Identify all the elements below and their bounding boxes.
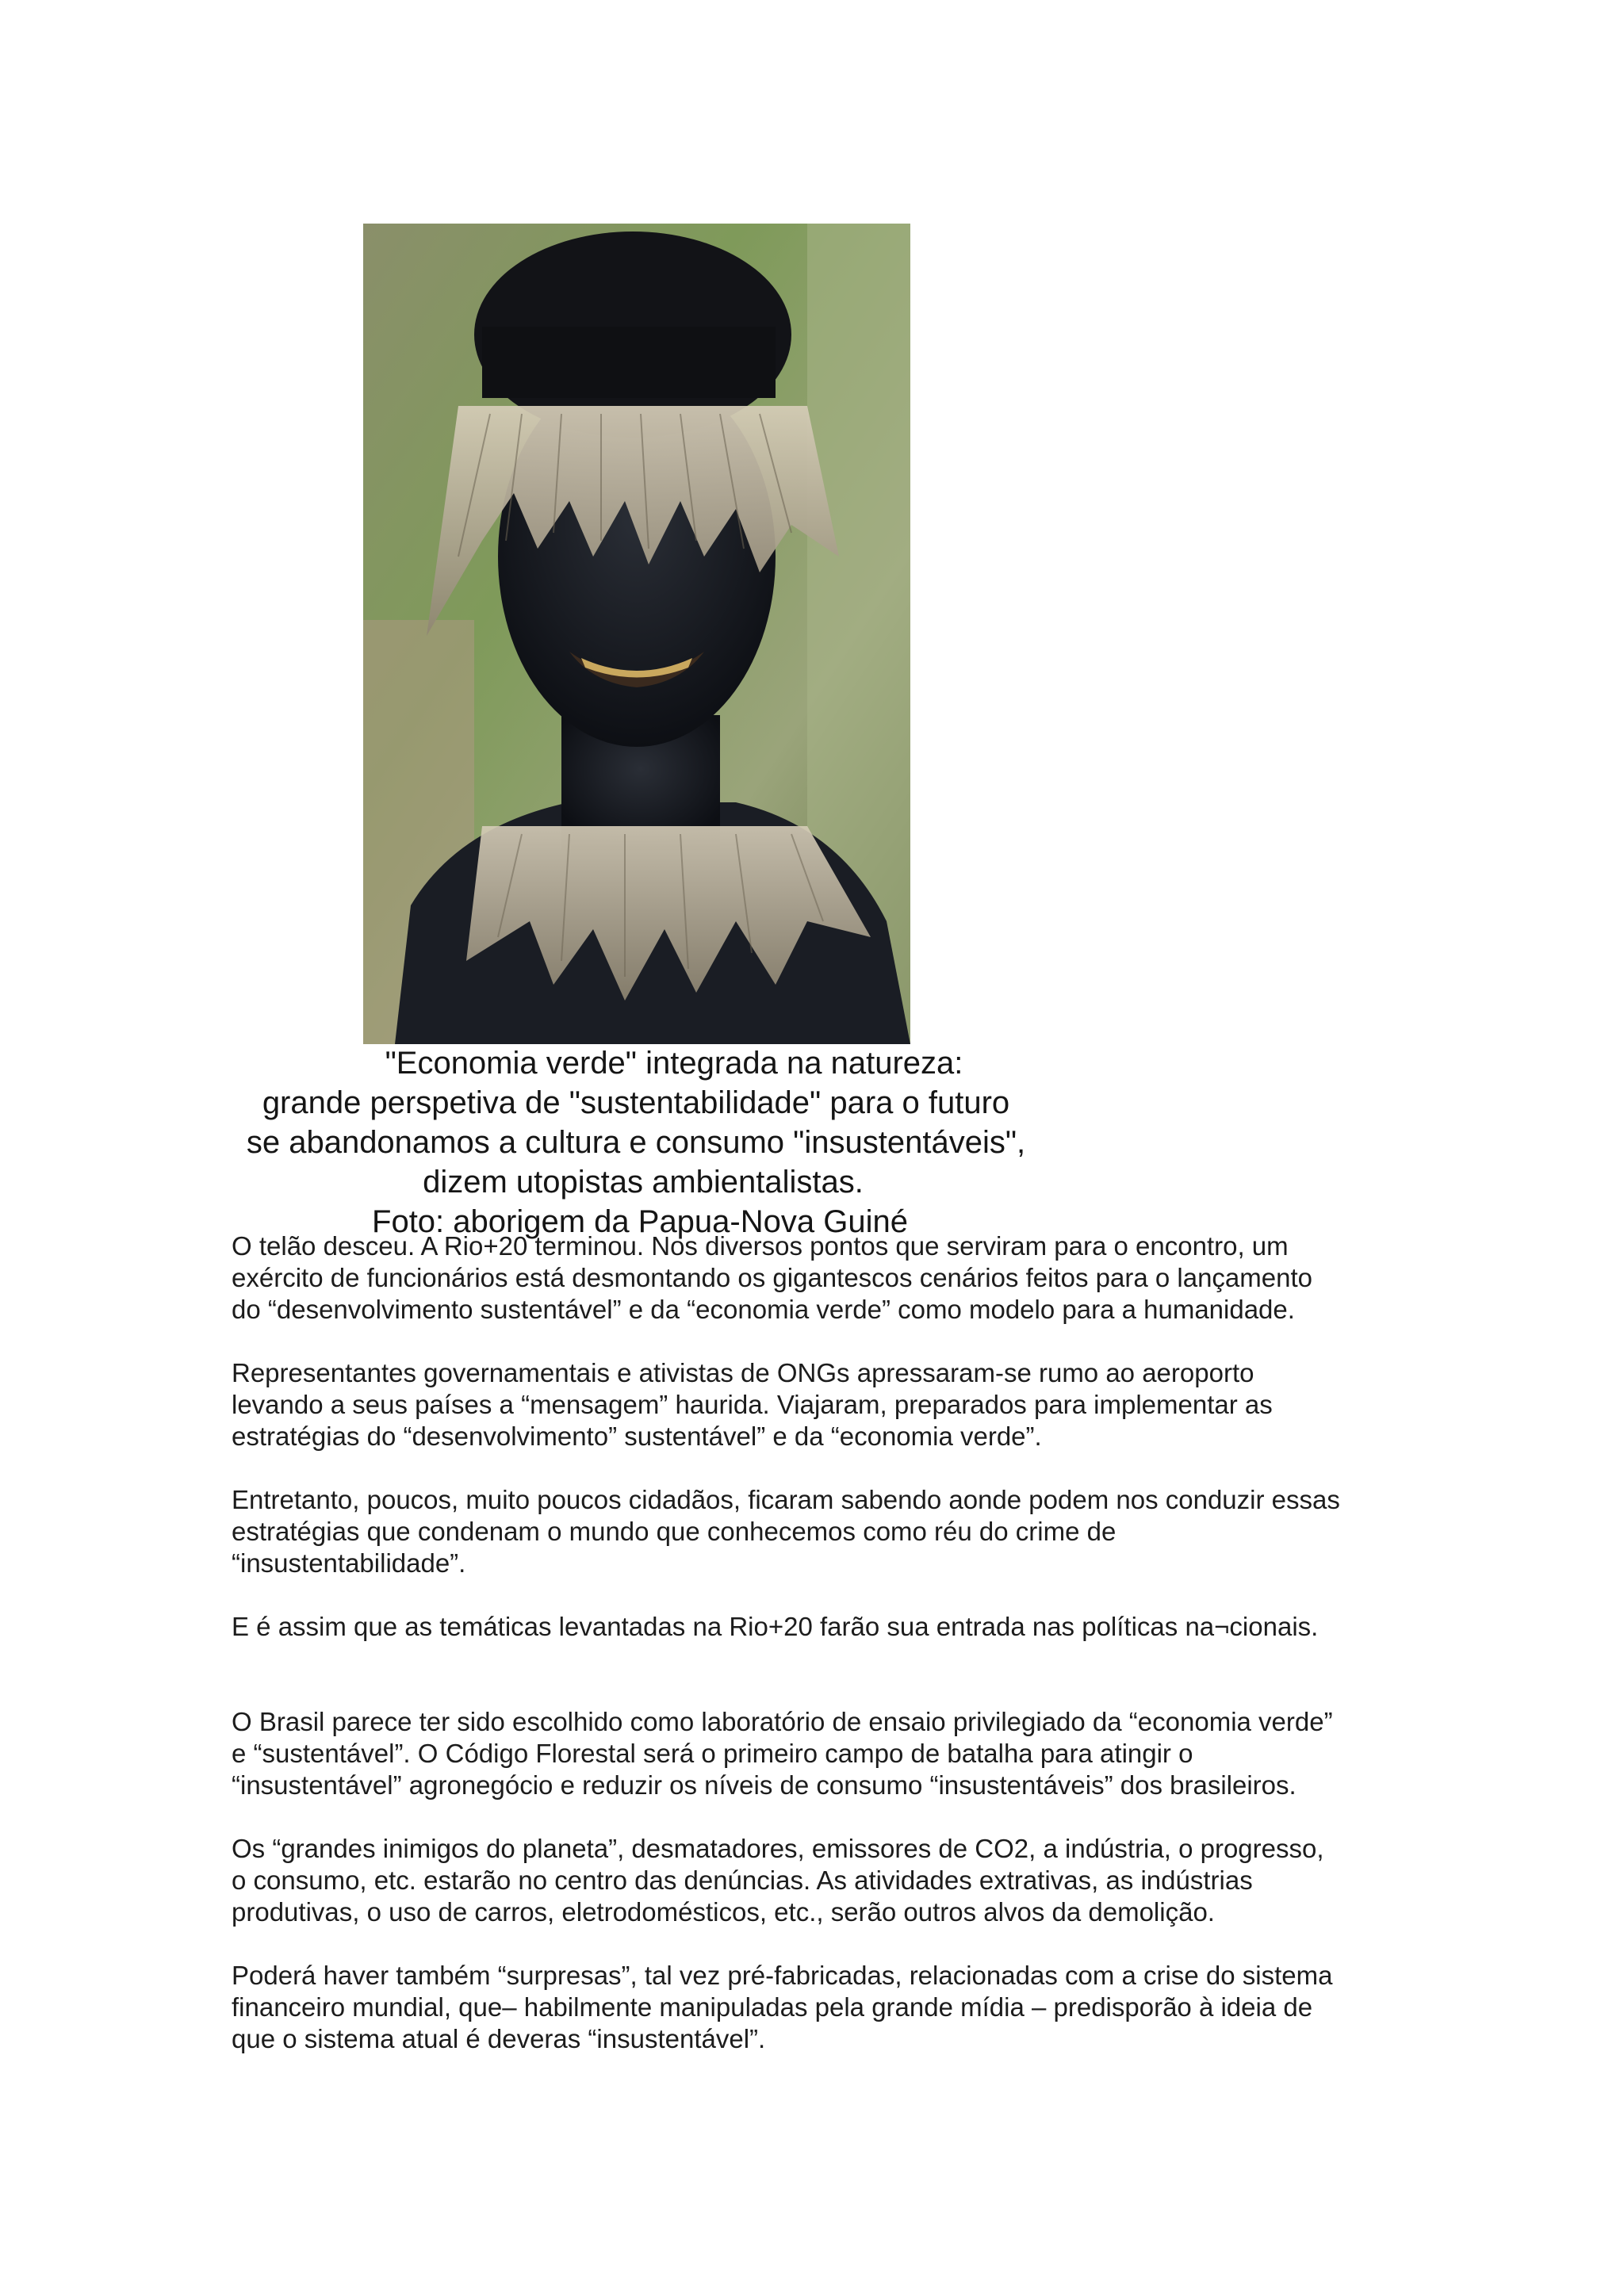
photo-aborigine-icon — [363, 224, 910, 1044]
text-line: e “sustentável”. O Código Florestal será o primeiro campo de batalha para atingir o — [232, 1739, 1193, 1768]
text-line: “insustentável” agronegócio e reduzir os níveis de consumo “insustentáveis” dos brasileiros. — [232, 1770, 1297, 1800]
paragraph — [232, 1484, 1405, 1579]
text-line: produtivas, o uso de carros, eletrodomésticos, etc., serão outros alvos da demolição. — [232, 1897, 1215, 1927]
paragraph — [232, 1611, 1405, 1643]
caption-line: "Economia verde" integrada na natureza: — [385, 1046, 963, 1081]
text-line: estratégias que condenam o mundo que conhecemos como réu do crime de — [232, 1517, 1116, 1546]
text-line: o consumo, etc. estarão no centro das denúncias. As atividades extrativas, as indústrias — [232, 1866, 1253, 1895]
paragraph — [232, 1960, 1405, 2055]
paragraph — [232, 1833, 1405, 1928]
photo-caption — [232, 1043, 1040, 1242]
paragraph — [232, 1357, 1405, 1452]
text-line: do “desenvolvimento sustentável” e da “economia verde” como modelo para a humanidade. — [232, 1295, 1295, 1324]
caption-credit: Foto: aborigem da Papua-Nova Guiné — [372, 1204, 908, 1239]
text-line: financeiro mundial, que– habilmente manipuladas pela grande mídia – predisporão à ideia de — [232, 1992, 1313, 2022]
text-line: “insustentabilidade”. — [232, 1548, 466, 1578]
caption-line: se abandonamos a cultura e consumo "insustentáveis", — [246, 1125, 1026, 1160]
text-line: O Brasil parece ter sido escolhido como laboratório de ensaio privilegiado da “economia verde” — [232, 1707, 1333, 1736]
text-line: exército de funcionários está desmontando os gigantescos cenários feitos para o lançamento — [232, 1263, 1312, 1292]
text-line: E é assim que as temáticas levantadas na Rio+20 farão sua entrada nas políticas na¬cionais. — [232, 1612, 1319, 1641]
text-line: O telão desceu. A Rio+20 terminou. Nos diversos pontos que serviram para o encontro, um — [232, 1231, 1289, 1261]
paragraph — [232, 1706, 1405, 1801]
text-line: levando a seus países a “mensagem” haurida. Viajaram, preparados para implementar as — [232, 1390, 1273, 1419]
text-line: Os “grandes inimigos do planeta”, desmatadores, emissores de CO2, a indústria, o progresso, — [232, 1834, 1324, 1863]
caption-line: dizem utopistas ambientalistas. — [423, 1165, 864, 1200]
text-line: Entretanto, poucos, muito poucos cidadãos, ficaram sabendo aonde podem nos conduzir essas — [232, 1485, 1340, 1514]
article-body — [232, 1230, 1405, 2087]
caption-line: grande perspetiva de "sustentabilidade" para o futuro — [262, 1085, 1010, 1120]
text-line: Representantes governamentais e ativistas de ONGs apressaram-se rumo ao aeroporto — [232, 1358, 1254, 1387]
aborigine-photo — [363, 224, 910, 1044]
text-line: que o sistema atual é deveras “insustentável”. — [232, 2024, 766, 2053]
text-line: Poderá haver também “surpresas”, tal vez pré-fabricadas, relacionadas com a crise do sistema — [232, 1961, 1333, 1990]
paragraph — [232, 1230, 1405, 1326]
text-line: estratégias do “desenvolvimento” sustentável” e da “economia verde”. — [232, 1422, 1042, 1451]
